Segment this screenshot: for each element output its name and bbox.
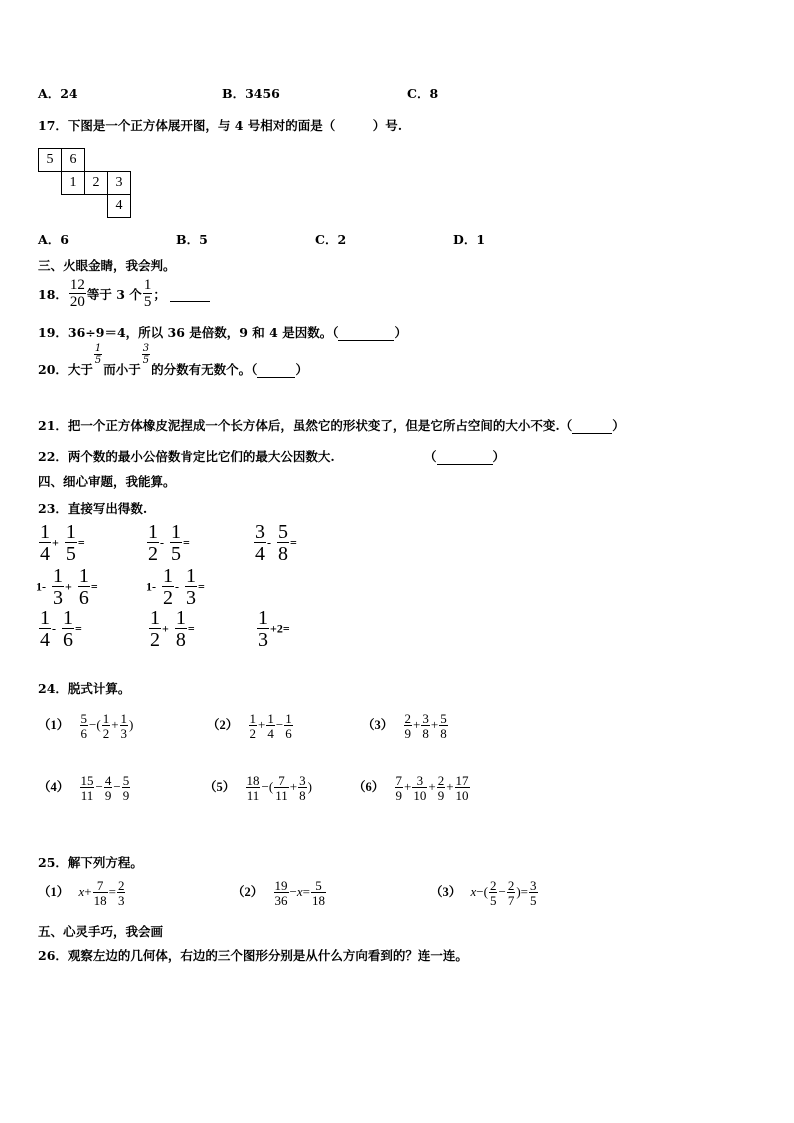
fraction: $\frac{3}{8}$ — [299, 773, 306, 803]
q25-title: 25．解下列方程。 — [38, 855, 143, 870]
q23-title: 23．直接写出得数. — [38, 501, 148, 516]
fraction: $\frac{1}{6}$ — [285, 711, 292, 741]
fraction: $\frac{3}{5}$ — [142, 343, 150, 366]
q23-expr-1: $\frac{1}{4}$ + $\frac{1}{5}$ = — [40, 521, 85, 565]
fraction: $\frac{12}{20}$ — [69, 277, 85, 310]
fraction: $\frac{1}{5}$ — [94, 343, 102, 366]
q22-answer: （ ） — [424, 449, 506, 464]
fraction: $\frac{4}{9}$ — [104, 773, 112, 803]
fraction: $\frac{2}{9}$ — [404, 711, 412, 741]
fraction: $\frac{1}{8}$ — [175, 607, 186, 651]
fraction: $\frac{7}{11}$ — [275, 773, 288, 803]
q23-expr-2: $\frac{1}{2}$ - $\frac{1}{5}$ = — [148, 521, 190, 565]
fraction: $\frac{1}{4}$ — [40, 607, 50, 651]
q23-expr-5: 1- $\frac{1}{2}$ - $\frac{1}{3}$ = — [146, 565, 205, 609]
q25-equation-3: （3） x−( $\frac{2}{5}$ − $\frac{2}{7}$ )= $\frac{3}{5}$ — [430, 878, 537, 908]
net-cell: 5 — [39, 149, 62, 172]
q18-number: 18． — [38, 287, 68, 302]
answer-blank[interactable] — [170, 286, 210, 302]
net-cell: 1 — [62, 172, 85, 195]
q16-option-a: A．24 — [38, 86, 78, 101]
q26-stem: 26．观察左边的几何体，右边的三个图形分别是从什么方向看到的？连一连。 — [38, 948, 468, 963]
q23-expr-6: $\frac{1}{4}$ - $\frac{1}{6}$ = — [40, 607, 82, 651]
section-4-heading: 四、细心审题，我能算。 — [38, 474, 176, 489]
net-cell: 2 — [85, 172, 108, 195]
cube-net-figure — [38, 148, 131, 218]
fraction: $\frac{2}{7}$ — [507, 878, 515, 908]
q24-title: 24．脱式计算。 — [38, 681, 131, 696]
q24-expr-5: （5） $\frac{18}{11}$ −( $\frac{7}{11}$ + $\frac{3}{8}$ ) — [204, 773, 312, 803]
q24-expr-2: （2） $\frac{1}{2}$ + $\frac{1}{4}$ − $\frac{1}{6}$ — [207, 711, 292, 741]
fraction: $\frac{5}{8}$ — [440, 711, 447, 741]
q23-expr-8: $\frac{1}{3}$ +2= — [258, 607, 290, 651]
q24-expr-1: （1） $\frac{5}{6}$ −( $\frac{1}{2}$ + $\frac{1}{3}$ ) — [38, 711, 134, 741]
q24-expr-4: （4） $\frac{15}{11}$ − $\frac{4}{9}$ − $\frac{5}{9}$ — [38, 773, 130, 803]
fraction: $\frac{3}{4}$ — [255, 521, 265, 565]
fraction: $\frac{7}{18}$ — [93, 878, 107, 908]
fraction: $\frac{19}{36}$ — [274, 878, 288, 908]
q23-expr-7: $\frac{1}{2}$ + $\frac{1}{8}$ = — [150, 607, 195, 651]
fraction: $\frac{1}{4}$ — [40, 521, 50, 565]
fraction: $\frac{7}{9}$ — [395, 773, 403, 803]
q24-expr-3: （3） $\frac{2}{9}$ + $\frac{3}{8}$ + $\frac{5}{8}$ — [362, 711, 447, 741]
fraction: $\frac{1}{2}$ — [163, 565, 173, 609]
fraction: $\frac{1}{2}$ — [249, 711, 257, 741]
fraction: $\frac{1}{6}$ — [78, 565, 89, 609]
fraction: $\frac{1}{3}$ — [186, 565, 196, 609]
q17-option-c: C．2 — [315, 232, 347, 247]
fraction: $\frac{5}{9}$ — [122, 773, 130, 803]
fraction: $\frac{1}{2}$ — [148, 521, 158, 565]
fraction: $\frac{1}{2}$ — [102, 711, 110, 741]
fraction: $\frac{17}{10}$ — [455, 773, 469, 803]
fraction: $\frac{2}{9}$ — [437, 773, 445, 803]
fraction: $\frac{1}{6}$ — [63, 607, 73, 651]
net-cell: 3 — [108, 172, 131, 195]
q18: 18． $\frac{12}{20}$ 等于 3 个 $\frac{1}{5}$ ； — [38, 278, 210, 310]
fraction: $\frac{2}{5}$ — [489, 878, 497, 908]
q20: 20．大于 $\frac{1}{5}$ 而小于 $\frac{3}{5}$ 的分数有无数个。（ ） — [38, 343, 308, 377]
fraction: $\frac{18}{11}$ — [246, 773, 260, 803]
section-3-heading: 三、火眼金睛，我会判。 — [38, 258, 176, 273]
answer-blank[interactable] — [257, 362, 295, 378]
q22: 22．两个数的最小公倍数肯定比它们的最大公因数大. — [38, 449, 335, 464]
fraction: $\frac{1}{5}$ — [65, 521, 76, 565]
fraction: $\frac{3}{10}$ — [413, 773, 427, 803]
q25-equation-2: （2） $\frac{19}{36}$ −x= $\frac{5}{18}$ — [232, 878, 325, 908]
q19: 19．36÷9＝4，所以 36 是倍数，9 和 4 是因数。（ ） — [38, 325, 407, 340]
fraction: $\frac{2}{3}$ — [117, 878, 125, 908]
q17-option-d: D．1 — [453, 232, 486, 247]
q23-expr-3: $\frac{3}{4}$ - $\frac{5}{8}$ = — [255, 521, 297, 565]
q17-option-a: A．6 — [38, 232, 69, 247]
fraction: $\frac{1}{5}$ — [171, 521, 181, 565]
q21: 21．把一个正方体橡皮泥捏成一个长方体后，虽然它的形状变了，但是它所占空间的大小不变.（ ） — [38, 418, 625, 433]
fraction: $\frac{1}{3}$ — [120, 711, 128, 741]
fraction: $\frac{5}{8}$ — [278, 521, 288, 565]
answer-blank[interactable] — [572, 418, 612, 434]
fraction: $\frac{1}{4}$ — [267, 711, 274, 741]
fraction: $\frac{15}{11}$ — [80, 773, 94, 803]
q16-option-b: B．3456 — [222, 86, 280, 101]
fraction: $\frac{1}{3}$ — [258, 607, 268, 651]
answer-blank[interactable] — [437, 449, 493, 465]
q16-option-c: C．8 — [407, 86, 439, 101]
fraction: $\frac{5}{18}$ — [311, 878, 325, 908]
q24-expr-6: （6） $\frac{7}{9}$ + $\frac{3}{10}$ + $\frac{2}{9}$ + $\frac{17}{10}$ — [353, 773, 469, 803]
fraction: $\frac{3}{5}$ — [530, 878, 537, 908]
net-cell: 6 — [62, 149, 85, 172]
answer-blank[interactable] — [338, 325, 394, 341]
section-5-heading: 五、心灵手巧，我会画 — [38, 924, 164, 939]
q25-equation-1: （1） x+ $\frac{7}{18}$ = $\frac{2}{3}$ — [38, 878, 125, 908]
fraction: $\frac{3}{8}$ — [422, 711, 429, 741]
net-cell: 4 — [108, 195, 131, 218]
fraction: $\frac{1}{3}$ — [53, 565, 63, 609]
q17-option-b: B．5 — [176, 232, 208, 247]
fraction: $\frac{1}{2}$ — [150, 607, 160, 651]
q23-expr-4: 1- $\frac{1}{3}$ + $\frac{1}{6}$ = — [36, 565, 98, 609]
fraction: $\frac{5}{6}$ — [80, 711, 88, 741]
q17-stem: 17．下图是一个正方体展开图，与 4 号相对的面是（ ）号. — [38, 118, 403, 133]
fraction: $\frac{1}{5}$ — [143, 277, 152, 310]
